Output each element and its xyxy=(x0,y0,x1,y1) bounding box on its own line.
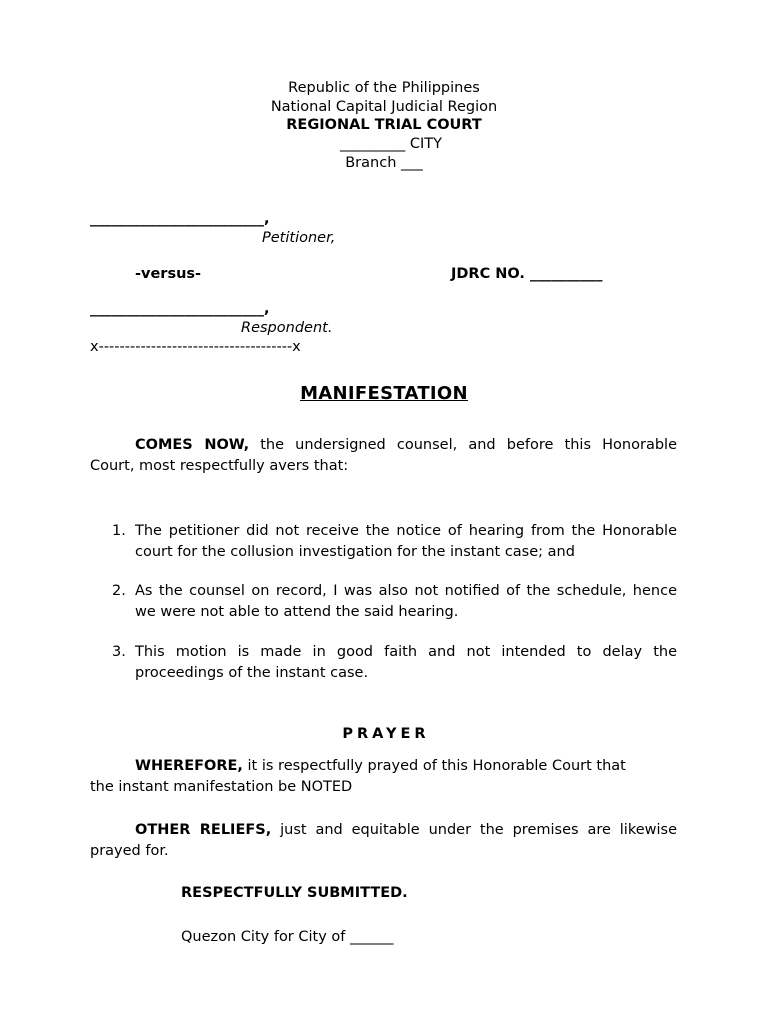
item-number: 2. xyxy=(112,583,126,599)
respectfully-submitted: RESPECTFULLY SUBMITTED. xyxy=(181,885,408,901)
caption-separator: x-------------------------------------x xyxy=(90,339,301,355)
list-item xyxy=(135,581,677,623)
intro-line-2: Court, most respectfully avers that: xyxy=(90,458,349,474)
header-region: National Capital Judicial Region xyxy=(270,99,498,115)
other-reliefs-text: just and equitable under the premises are likewise xyxy=(271,822,678,838)
header-republic: Republic of the Philippines xyxy=(288,80,480,96)
other-reliefs-paragraph xyxy=(90,820,677,862)
document-title: MANIFESTATION xyxy=(300,383,468,404)
item-line-2: court for the collusion investigation for the instant case; and xyxy=(135,544,575,560)
item-line-2: proceedings of the instant case. xyxy=(135,665,369,681)
item-line-1: This motion is made in good faith and not intended to delay the xyxy=(135,644,677,660)
wherefore-line-2: the instant manifestation be NOTED xyxy=(90,779,353,795)
wherefore-lead: WHEREFORE, xyxy=(135,758,243,774)
intro-paragraph xyxy=(90,435,677,477)
header-court: REGIONAL TRIAL COURT xyxy=(286,117,482,133)
place-of-signing: Quezon City for City of ______ xyxy=(181,929,394,945)
prayer-heading: PRAYER xyxy=(342,726,430,742)
other-reliefs-lead: OTHER RELIEFS, xyxy=(135,822,272,838)
header-city: _________ CITY xyxy=(340,136,442,152)
petitioner-label: Petitioner, xyxy=(262,230,336,246)
wherefore-paragraph xyxy=(90,756,677,798)
wherefore-text: it is respectfully prayed of this Honorable Court that xyxy=(242,758,626,774)
intro-line-1 xyxy=(90,435,677,456)
respondent-label: Respondent. xyxy=(241,320,333,336)
intro-line1-text: the undersigned counsel, and before this Honorable xyxy=(249,437,677,453)
wherefore-line-1 xyxy=(90,756,677,777)
other-reliefs-line-1 xyxy=(90,820,677,841)
item-line-1: The petitioner did not receive the notice of hearing from the Honorable xyxy=(135,523,677,539)
petitioner-blank: ________________________, xyxy=(90,211,270,227)
case-number: JDRC NO. __________ xyxy=(451,266,603,282)
item-number: 3. xyxy=(112,644,126,660)
intro-lead: COMES NOW, xyxy=(135,437,250,453)
other-reliefs-line-2: prayed for. xyxy=(90,843,169,859)
versus-label: -versus- xyxy=(135,266,202,282)
item-number: 1. xyxy=(112,523,126,539)
header-branch: Branch ___ xyxy=(345,155,423,171)
list-item xyxy=(135,521,677,563)
list-item xyxy=(135,642,677,684)
item-line-2: we were not able to attend the said hearing. xyxy=(135,604,459,620)
respondent-blank: ________________________, xyxy=(90,301,270,317)
item-line-1: As the counsel on record, I was also not notified of the schedule, hence xyxy=(135,583,677,599)
